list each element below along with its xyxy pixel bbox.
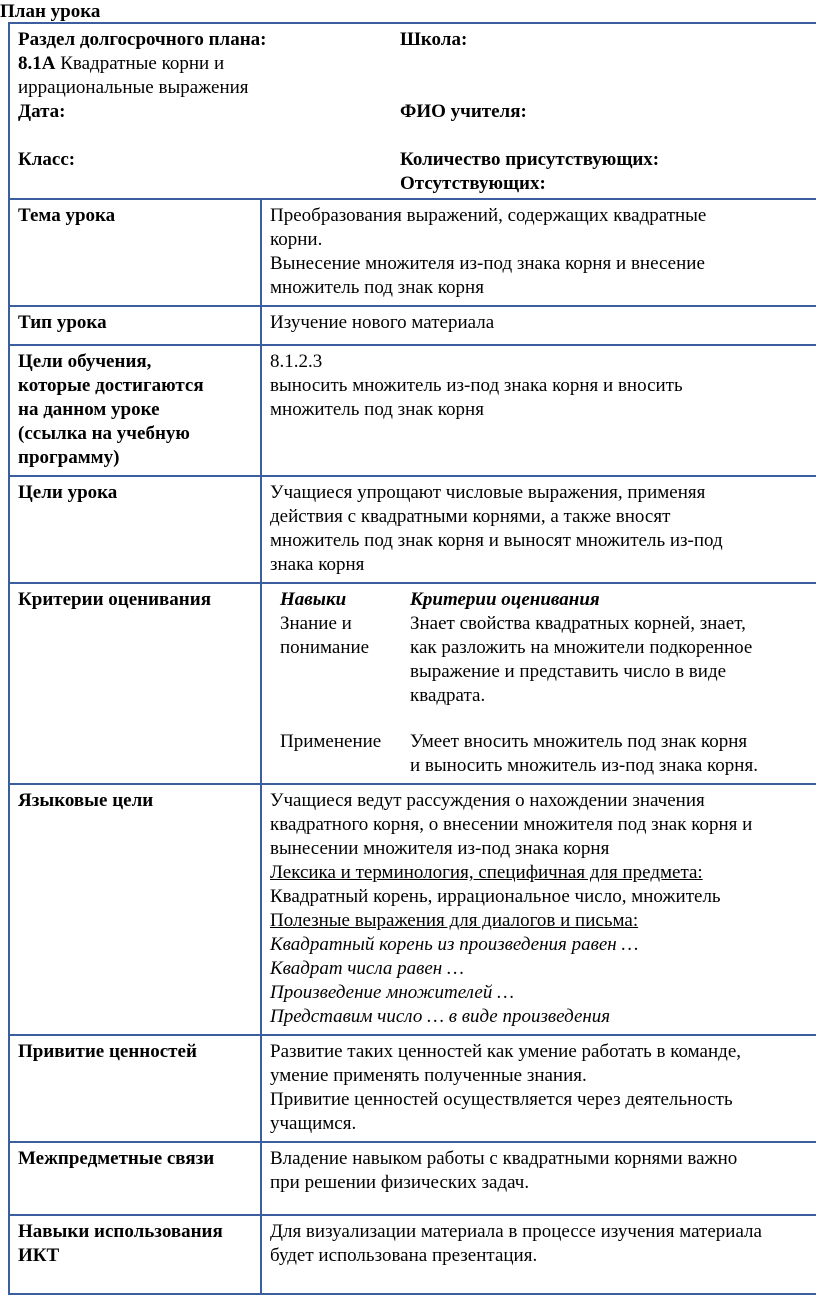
criterion-line: Умеет вносить множитель под знак корня — [410, 731, 748, 752]
topic-line: Преобразования выражений, содержащих квадратные — [270, 205, 707, 226]
criteria-header: Критерии оценивания — [410, 589, 600, 610]
learning-goals-label-line: (ссылка на учебную — [18, 423, 190, 444]
ict-row — [9, 1215, 816, 1294]
lesson-goals-line: действия с квадратными корнями, а также вносят — [270, 506, 671, 527]
language-line: вынесении множителя из-под знака корня — [270, 838, 610, 859]
topic-line: Вынесение множителя из-под знака корня и внесение — [270, 253, 705, 274]
type-label: Тип урока — [9, 306, 261, 345]
lesson-goals-line: знака корня — [270, 554, 365, 575]
skill-knowledge — [270, 612, 410, 730]
teacher-label: ФИО учителя: — [400, 101, 527, 122]
lesson-goals-line: множитель под знак корня и выносят множитель из-под — [270, 530, 723, 551]
vocab-heading: Лексика и терминология, специфичная для предмета: — [270, 862, 703, 883]
learning-goals-label-line: Цели обучения, — [18, 351, 152, 372]
learning-goals-value — [261, 345, 816, 476]
criterion-knowledge — [410, 612, 810, 730]
section-label: Раздел долгосрочного плана: — [18, 29, 267, 50]
criterion-application — [410, 730, 810, 778]
topic-value — [261, 199, 816, 306]
criterion-line: и выносить множитель из-под знака корня. — [410, 755, 758, 776]
header-row — [9, 23, 816, 199]
ict-line: Для визуализации материала в процессе изучения материала — [270, 1221, 762, 1242]
language-label: Языковые цели — [9, 784, 261, 1035]
language-line: Учащиеся ведут рассуждения о нахождении значения — [270, 790, 705, 811]
topic-row — [9, 199, 816, 306]
values-row — [9, 1035, 816, 1142]
criterion-line: Знает свойства квадратных корней, знает, — [410, 613, 746, 634]
section-code: 8.1А — [18, 53, 56, 74]
section-text-2: иррациональные выражения — [18, 77, 249, 98]
lesson-goals-label: Цели урока — [9, 476, 261, 583]
topic-line: множитель под знак корня — [270, 277, 484, 298]
school-label: Школа: — [400, 29, 468, 50]
criteria-row — [9, 583, 816, 784]
values-line: Привитие ценностей осуществляется через деятельность — [270, 1089, 733, 1110]
ict-line: будет использована презентация. — [270, 1245, 538, 1266]
topic-label: Тема урока — [9, 199, 261, 306]
ict-label-line: ИКТ — [18, 1245, 60, 1266]
page-title: План урока — [0, 1, 101, 22]
phrase-item: Представим число … в виде произведения — [270, 1006, 611, 1027]
values-line: умение применять полученные знания. — [270, 1065, 587, 1086]
criteria-value — [261, 583, 816, 784]
class-label: Класс: — [18, 149, 76, 170]
values-line: Развитие таких ценностей как умение работать в команде, — [270, 1041, 742, 1062]
cross-line: при решении физических задач. — [270, 1172, 530, 1193]
language-value — [261, 784, 816, 1035]
criterion-line: квадрата. — [410, 685, 486, 706]
learning-goals-row — [9, 345, 816, 476]
lesson-plan-table — [8, 22, 816, 1295]
learning-goals-label — [9, 345, 261, 476]
lesson-goals-line: Учащиеся упрощают числовые выражения, применяя — [270, 482, 706, 503]
skill-line: понимание — [280, 637, 370, 658]
values-line: учащимся. — [270, 1113, 357, 1134]
phrase-item: Квадрат числа равен … — [270, 958, 464, 979]
header-cell — [9, 23, 816, 199]
values-label: Привитие ценностей — [9, 1035, 261, 1142]
phrase-item: Квадратный корень из произведения равен … — [270, 934, 639, 955]
phrases-heading: Полезные выражения для диалогов и письма: — [270, 910, 639, 931]
learning-goals-label-line: которые достигаются — [18, 375, 204, 396]
ict-label-line: Навыки использования — [18, 1221, 223, 1242]
type-row — [9, 306, 816, 345]
phrase-item: Произведение множителей … — [270, 982, 514, 1003]
criteria-label: Критерии оценивания — [9, 583, 261, 784]
lesson-goals-row — [9, 476, 816, 583]
values-value — [261, 1035, 816, 1142]
cross-label: Межпредметные связи — [9, 1142, 261, 1215]
skills-header: Навыки — [280, 589, 347, 610]
criterion-line: выражение и представить число в виде — [410, 661, 727, 682]
absent-label: Отсутствующих: — [400, 173, 546, 194]
criterion-line: как разложить на множители подкоренное — [410, 637, 753, 658]
learning-goals-line: 8.1.2.3 — [270, 351, 323, 372]
present-label: Количество присутствующих: — [400, 149, 660, 170]
ict-label — [9, 1215, 261, 1294]
cross-row — [9, 1142, 816, 1215]
cross-line: Владение навыком работы с квадратными корнями важно — [270, 1148, 738, 1169]
ict-value — [261, 1215, 816, 1294]
language-line: квадратного корня, о внесении множителя под знак корня и — [270, 814, 753, 835]
learning-goals-label-line: на данном уроке — [18, 399, 160, 420]
lesson-goals-value — [261, 476, 816, 583]
type-value: Изучение нового материала — [261, 306, 816, 345]
topic-line: корни. — [270, 229, 323, 250]
vocab-text: Квадратный корень, иррациональное число, множитель — [270, 886, 721, 907]
learning-goals-line: выносить множитель из-под знака корня и вносить — [270, 375, 683, 396]
date-label: Дата: — [18, 101, 66, 122]
cross-value — [261, 1142, 816, 1215]
learning-goals-label-line: программу) — [18, 447, 120, 468]
skill-line: Знание и — [280, 613, 352, 634]
learning-goals-line: множитель под знак корня — [270, 399, 484, 420]
section-text: Квадратные корни и — [55, 53, 225, 74]
skill-application: Применение — [280, 731, 382, 752]
language-row — [9, 784, 816, 1035]
